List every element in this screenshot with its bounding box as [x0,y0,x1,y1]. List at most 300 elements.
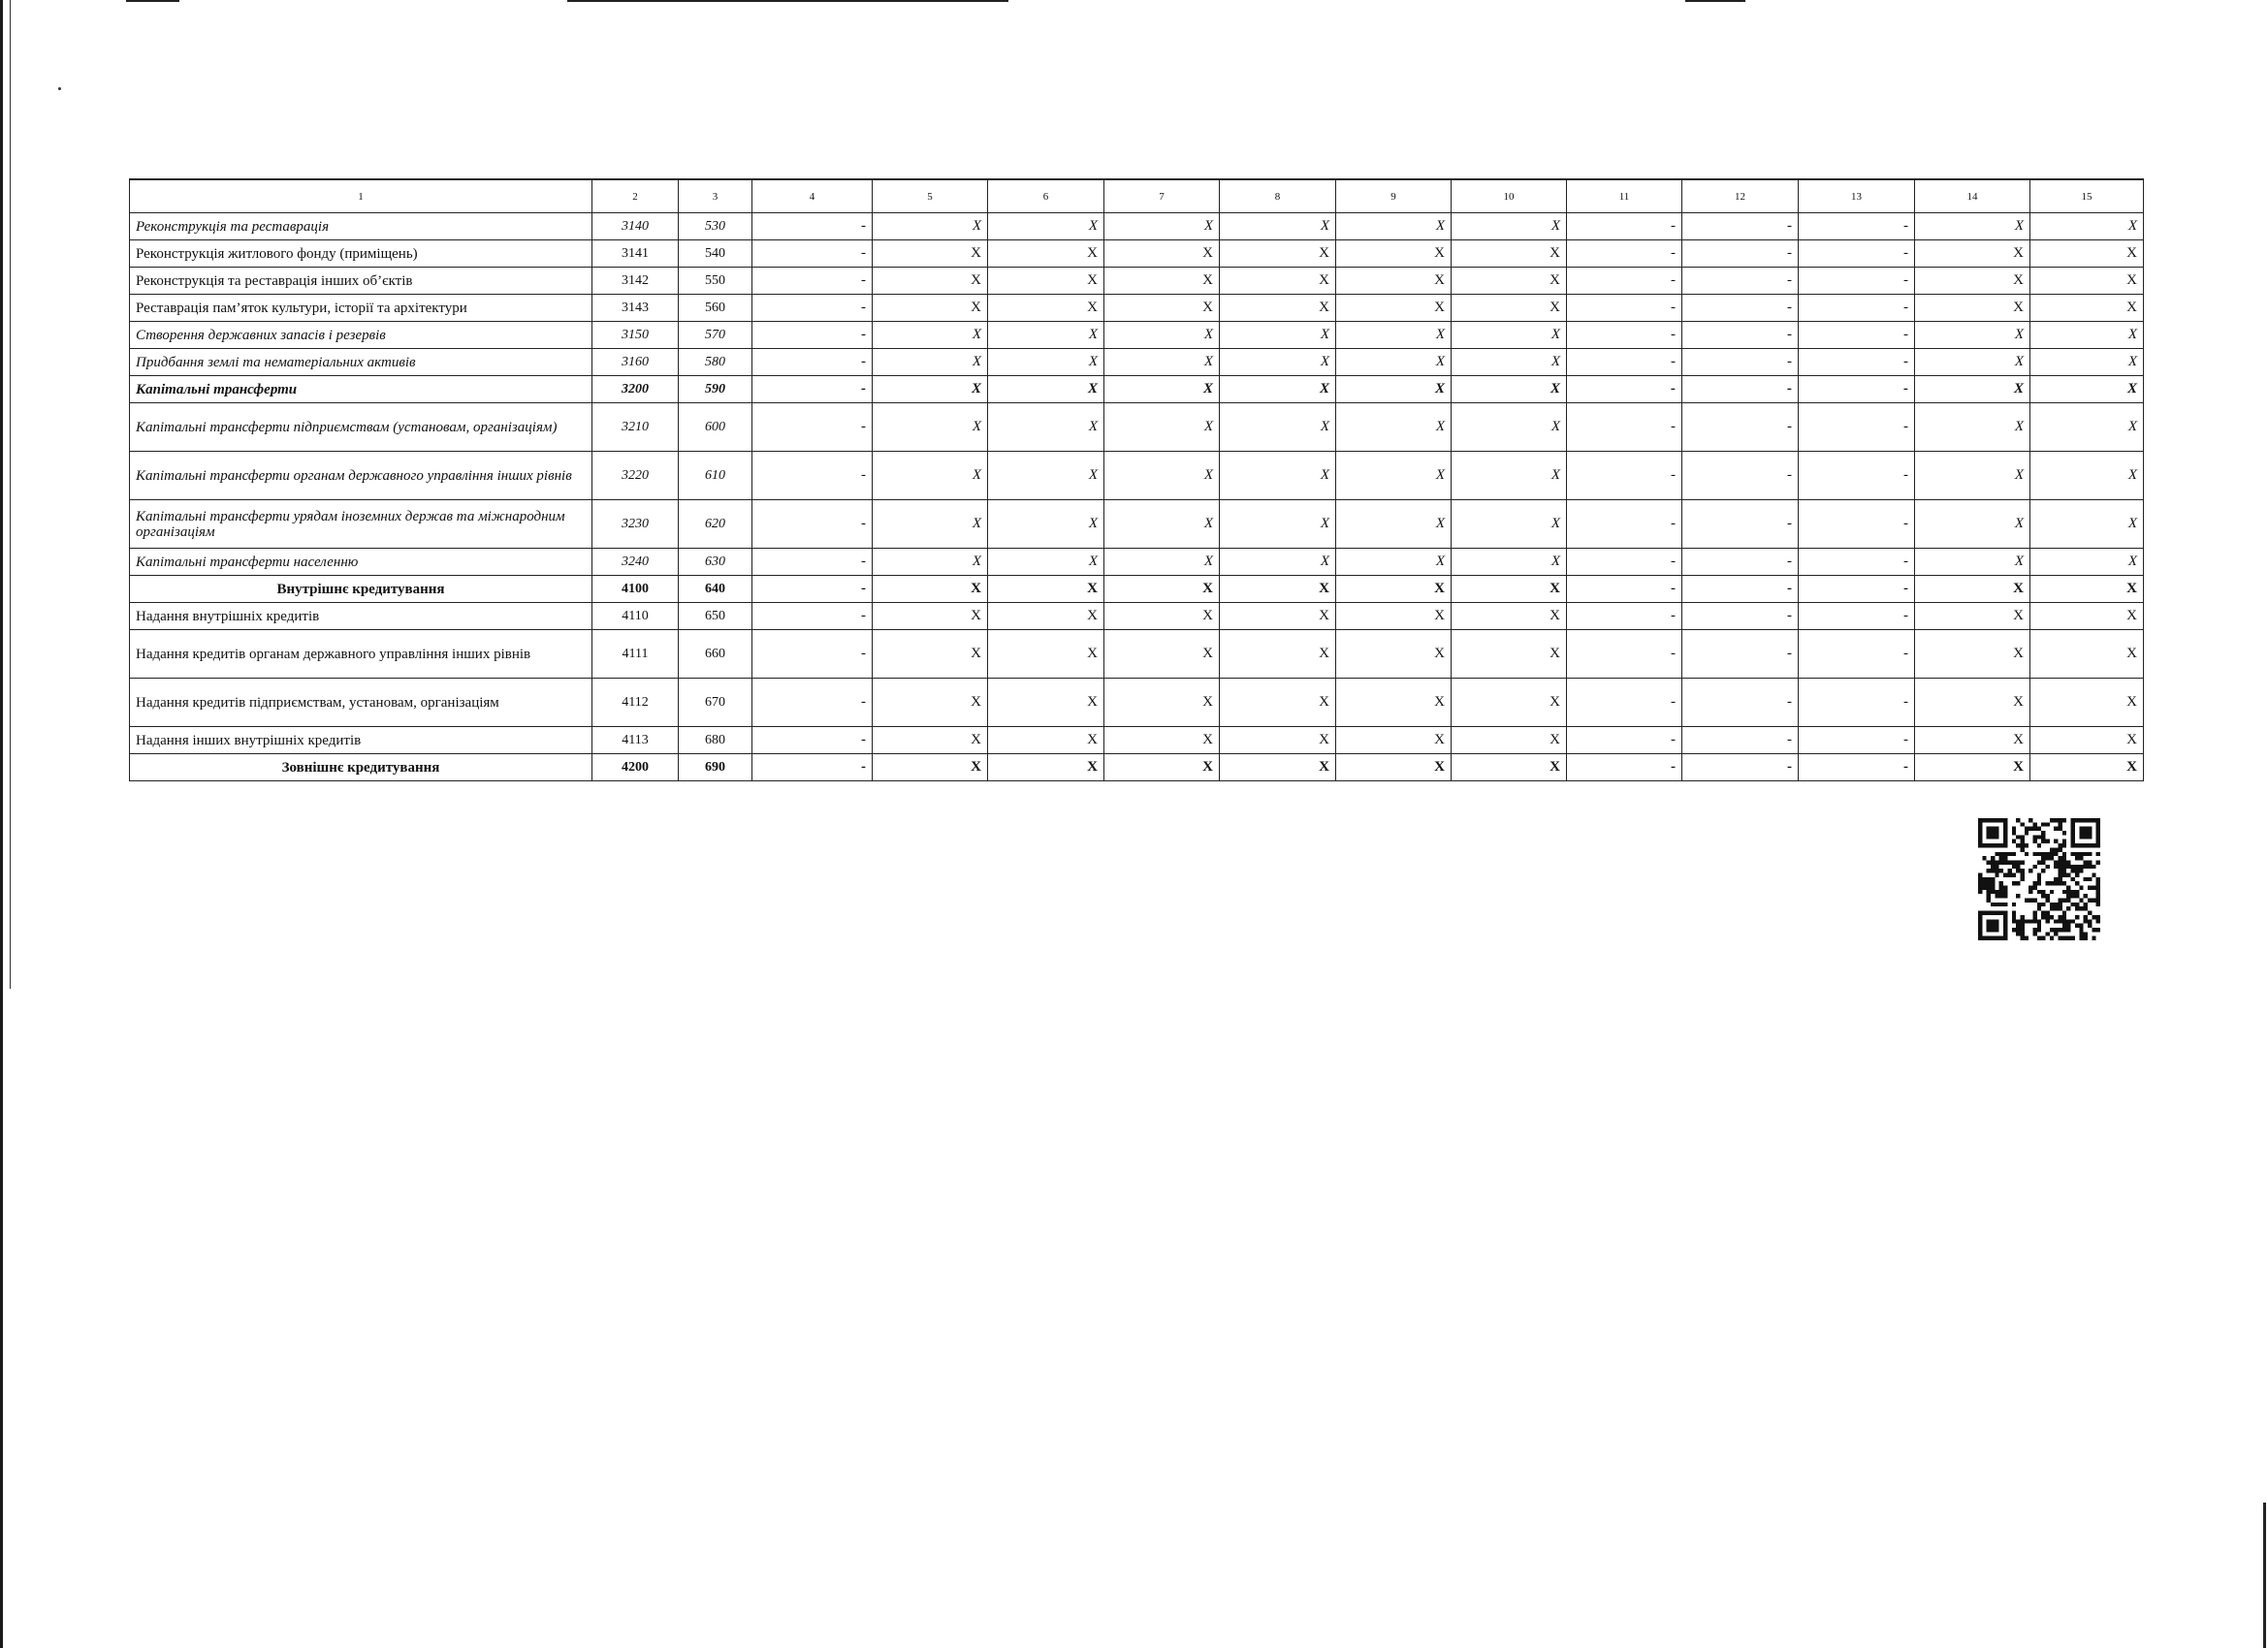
qr-module [2079,856,2083,860]
qr-module [2075,856,2079,860]
cell-dash: - [1567,549,1682,576]
qr-module [2092,899,2095,903]
qr-module [2084,827,2088,831]
qr-module [2012,872,2016,876]
cell-dash: - [752,603,873,630]
qr-module [2075,865,2079,869]
qr-module [1999,843,2003,847]
cell-dash: - [1799,754,1915,781]
cell-x-mark: X [2030,268,2144,295]
qr-module [1978,818,1982,822]
qr-module [2088,860,2092,864]
qr-module [2079,936,2083,940]
qr-module [2059,847,2062,851]
qr-module [2088,924,2092,928]
cell-x-mark: X [1915,376,2030,403]
cell-x-mark: X [1104,500,1220,549]
cell-x-mark: X [1915,727,2030,754]
qr-module [2050,881,2054,885]
cell-dash: - [1682,213,1799,240]
qr-module [1995,890,1998,894]
qr-module [1978,886,1982,890]
qr-module [2071,835,2075,839]
row-code: 4200 [592,754,679,781]
qr-module [2071,890,2075,894]
cell-x-mark: X [1336,403,1452,452]
cell-x-mark: X [988,754,1104,781]
cell-x-mark: X [1452,727,1567,754]
qr-module [1978,881,1982,885]
qr-module [2062,840,2066,843]
qr-module [2041,911,2045,915]
cell-dash: - [1682,452,1799,500]
row-name: Надання інших внутрішніх кредитів [130,727,592,754]
qr-module [2020,919,2024,923]
cell-x-mark: X [1104,240,1220,268]
qr-module [2032,919,2036,923]
row-line-code: 610 [679,452,752,500]
qr-module [2062,852,2066,856]
cell-dash: - [1682,268,1799,295]
qr-module [2025,831,2028,835]
qr-module [2054,827,2058,831]
column-number: 2 [592,179,679,213]
qr-module [2096,894,2100,898]
row-name: Надання кредитів підприємствам, установам, організаціям [130,679,592,727]
row-name: Внутрішнє кредитування [130,576,592,603]
qr-module [1987,818,1991,822]
table-row [130,322,2144,349]
qr-module [2079,865,2083,869]
cell-dash: - [1682,376,1799,403]
cell-x-mark: X [1336,679,1452,727]
qr-module [2003,852,2007,856]
qr-module [2062,928,2066,932]
qr-module [1987,877,1991,881]
qr-module [2050,890,2054,894]
qr-module [2071,936,2075,940]
qr-module [2020,869,2024,872]
qr-module [2079,928,2083,932]
qr-module [2041,890,2045,894]
cell-dash: - [752,452,873,500]
table-row [130,754,2144,781]
cell-x-mark: X [2030,295,2144,322]
qr-module [1999,860,2003,864]
cell-x-mark: X [2030,727,2144,754]
cell-x-mark: X [1452,500,1567,549]
cell-dash: - [1682,576,1799,603]
scan-border-line [10,0,11,989]
qr-module [2066,906,2070,910]
qr-module [1991,936,1995,940]
row-code: 4113 [592,727,679,754]
qr-module [2020,822,2024,826]
qr-module [2041,852,2045,856]
qr-module [2088,818,2092,822]
cell-dash: - [752,376,873,403]
cell-x-mark: X [1220,630,1336,679]
qr-module [2054,928,2058,932]
qr-module [2020,928,2024,932]
cell-x-mark: X [988,322,1104,349]
cell-x-mark: X [1336,727,1452,754]
qr-module [2020,847,2024,851]
qr-code [1978,818,2100,940]
row-line-code: 560 [679,295,752,322]
column-number: 1 [130,179,592,213]
cell-x-mark: X [988,549,1104,576]
qr-module [2071,827,2075,831]
qr-module [1982,881,1986,885]
cell-x-mark: X [1104,376,1220,403]
qr-module [2084,860,2088,864]
qr-module [2062,869,2066,872]
qr-module [2079,852,2083,856]
qr-module [2088,886,2092,890]
qr-module [2041,903,2045,906]
qr-module [2016,881,2020,885]
qr-module [2084,831,2088,835]
qr-module [1991,924,1995,928]
qr-module [2016,894,2020,898]
qr-module [1982,877,1986,881]
cell-dash: - [1567,403,1682,452]
qr-module [2066,872,2070,876]
qr-module [2096,881,2100,885]
qr-module [2096,886,2100,890]
qr-module [2054,919,2058,923]
qr-module [2059,899,2062,903]
qr-module [2003,890,2007,894]
table-row [130,349,2144,376]
qr-module [2046,899,2050,903]
column-number: 6 [988,179,1104,213]
qr-module [2016,818,2020,822]
cell-dash: - [1567,630,1682,679]
qr-module [2059,856,2062,860]
row-code: 4110 [592,603,679,630]
qr-module [1978,924,1982,928]
row-name: Реконструкція та реставрація інших об’єктів [130,268,592,295]
qr-module [2037,843,2041,847]
qr-module [2037,890,2041,894]
qr-module [2084,818,2088,822]
cell-x-mark: X [1336,754,1452,781]
qr-module [2059,869,2062,872]
qr-module [2041,869,2045,872]
qr-module [2032,840,2036,843]
column-number: 8 [1220,179,1336,213]
qr-module [2046,919,2050,923]
cell-x-mark: X [1336,295,1452,322]
qr-module [2096,818,2100,822]
qr-module [2084,835,2088,839]
qr-module [2096,835,2100,839]
qr-module [2012,881,2016,885]
qr-module [2003,928,2007,932]
qr-module [2003,924,2007,928]
cell-x-mark: X [1915,349,2030,376]
cell-dash: - [1567,322,1682,349]
qr-module [1978,831,1982,835]
cell-x-mark: X [2030,603,2144,630]
cell-x-mark: X [1336,549,1452,576]
row-name: Реставрація пам’яток культури, історії та архітектури [130,295,592,322]
qr-module [1999,890,2003,894]
column-number: 3 [679,179,752,213]
qr-module [1978,877,1982,881]
row-name: Капітальні трансферти населенню [130,549,592,576]
qr-module [2050,852,2054,856]
qr-module [1987,890,1991,894]
qr-module [2012,840,2016,843]
cell-dash: - [1567,376,1682,403]
qr-module [1991,903,1995,906]
cell-x-mark: X [1915,295,2030,322]
qr-module [2046,915,2050,919]
column-number: 13 [1799,179,1915,213]
qr-module [2037,928,2041,932]
cell-dash: - [1567,500,1682,549]
qr-module [2088,865,2092,869]
cell-dash: - [1682,295,1799,322]
qr-module [2003,831,2007,835]
cell-dash: - [752,268,873,295]
qr-module [2092,843,2095,847]
qr-module [2003,903,2007,906]
cell-x-mark: X [873,500,988,549]
qr-module [2028,899,2032,903]
cell-dash: - [752,727,873,754]
qr-module [2092,915,2095,919]
cell-x-mark: X [1220,268,1336,295]
cell-dash: - [1799,549,1915,576]
qr-module [2092,865,2095,869]
qr-module [1987,928,1991,932]
qr-module [2096,831,2100,835]
qr-module [2050,915,2054,919]
qr-module [2066,924,2070,928]
cell-x-mark: X [873,603,988,630]
qr-module [2003,822,2007,826]
cell-x-mark: X [873,268,988,295]
qr-module [2020,860,2024,864]
qr-module [2088,911,2092,915]
qr-module [2084,932,2088,935]
qr-module [1991,911,1995,915]
qr-module [2092,872,2095,876]
cell-dash: - [1799,268,1915,295]
qr-module [2012,852,2016,856]
qr-module [1987,860,1991,864]
qr-module [2016,928,2020,932]
qr-module [2092,928,2095,932]
qr-module [2028,818,2032,822]
table-row [130,452,2144,500]
qr-module [2012,865,2016,869]
cell-x-mark: X [1452,240,1567,268]
scan-border-right [2263,1503,2266,1648]
cell-x-mark: X [1104,295,1220,322]
qr-module [1987,831,1991,835]
qr-module [2050,928,2054,932]
qr-module [2003,932,2007,935]
qr-module [2032,886,2036,890]
qr-module [2088,843,2092,847]
qr-module [2071,818,2075,822]
qr-module [2088,827,2092,831]
qr-module [2079,899,2083,903]
table-row [130,403,2144,452]
qr-module [1982,936,1986,940]
cell-dash: - [1682,630,1799,679]
qr-module [2088,919,2092,923]
row-code: 3240 [592,549,679,576]
qr-module [2050,818,2054,822]
qr-module [2046,911,2050,915]
qr-module [2071,840,2075,843]
qr-module [1995,894,1998,898]
qr-module [1987,919,1991,923]
qr-module [1995,852,1998,856]
cell-x-mark: X [1336,322,1452,349]
cell-dash: - [1682,754,1799,781]
qr-module [2032,835,2036,839]
qr-module [2003,856,2007,860]
qr-module [2054,847,2058,851]
qr-module [1991,835,1995,839]
table-row [130,679,2144,727]
qr-module [2016,860,2020,864]
cell-x-mark: X [1336,603,1452,630]
qr-module [2096,899,2100,903]
cell-x-mark: X [1915,603,2030,630]
row-code: 3141 [592,240,679,268]
qr-module [2012,860,2016,864]
column-number: 5 [873,179,988,213]
qr-module [1995,865,1998,869]
table-header [130,179,2144,213]
qr-module [2059,872,2062,876]
qr-module [1978,822,1982,826]
cell-x-mark: X [1220,376,1336,403]
table-row [130,576,2144,603]
qr-module [2079,906,2083,910]
column-number: 9 [1336,179,1452,213]
row-line-code: 680 [679,727,752,754]
cell-x-mark: X [2030,322,2144,349]
cell-x-mark: X [1915,630,2030,679]
cell-dash: - [752,500,873,549]
qr-module [2062,915,2066,919]
cell-x-mark: X [1915,679,2030,727]
cell-x-mark: X [1104,322,1220,349]
column-number: 15 [2030,179,2144,213]
cell-x-mark: X [873,322,988,349]
cell-x-mark: X [1915,754,2030,781]
cell-x-mark: X [1452,376,1567,403]
qr-module [2096,890,2100,894]
row-code: 3220 [592,452,679,500]
cell-x-mark: X [873,754,988,781]
qr-module [2062,936,2066,940]
row-code: 3230 [592,500,679,549]
qr-module [2075,869,2079,872]
qr-module [2066,860,2070,864]
qr-module [2020,915,2024,919]
qr-module [1982,886,1986,890]
qr-module [2032,928,2036,932]
qr-module [2084,919,2088,923]
qr-module [2062,924,2066,928]
cell-x-mark: X [1220,727,1336,754]
cell-x-mark: X [1915,268,2030,295]
cell-dash: - [1799,240,1915,268]
qr-module [2032,865,2036,869]
qr-module [2041,860,2045,864]
qr-module [2084,903,2088,906]
cell-dash: - [1682,500,1799,549]
cell-x-mark: X [1220,295,1336,322]
qr-module [2071,852,2075,856]
qr-module [2037,827,2041,831]
qr-module [2012,919,2016,923]
qr-module [2088,852,2092,856]
cell-dash: - [1799,576,1915,603]
cell-x-mark: X [988,268,1104,295]
qr-module [2020,877,2024,881]
qr-module [2020,843,2024,847]
row-code: 4111 [592,630,679,679]
qr-module [2003,827,2007,831]
row-name: Реконструкція житлового фонду (приміщень) [130,240,592,268]
qr-module [1991,818,1995,822]
cell-x-mark: X [1452,754,1567,781]
cell-x-mark: X [1452,630,1567,679]
qr-module [2096,928,2100,932]
row-name: Капітальні трансферти підприємствам (установам, організаціям) [130,403,592,452]
qr-module [2054,881,2058,885]
qr-module [2025,936,2028,940]
cell-x-mark: X [1915,403,2030,452]
qr-module [1978,835,1982,839]
cell-x-mark: X [1220,452,1336,500]
qr-module [2079,831,2083,835]
cell-dash: - [752,549,873,576]
cell-x-mark: X [1104,679,1220,727]
column-number-row [130,179,2144,213]
cell-x-mark: X [2030,576,2144,603]
qr-module [2059,936,2062,940]
row-name: Капітальні трансферти органам державного управління інших рівнів [130,452,592,500]
cell-dash: - [1682,403,1799,452]
qr-module [1995,903,1998,906]
qr-module [1987,911,1991,915]
cell-x-mark: X [873,576,988,603]
cell-dash: - [752,322,873,349]
cell-x-mark: X [873,549,988,576]
cell-x-mark: X [873,452,988,500]
qr-module [2059,860,2062,864]
qr-module [1995,843,1998,847]
qr-module [1999,911,2003,915]
qr-module [2020,936,2024,940]
qr-module [2007,872,2011,876]
cell-x-mark: X [873,727,988,754]
qr-module [2062,890,2066,894]
qr-module [1978,936,1982,940]
